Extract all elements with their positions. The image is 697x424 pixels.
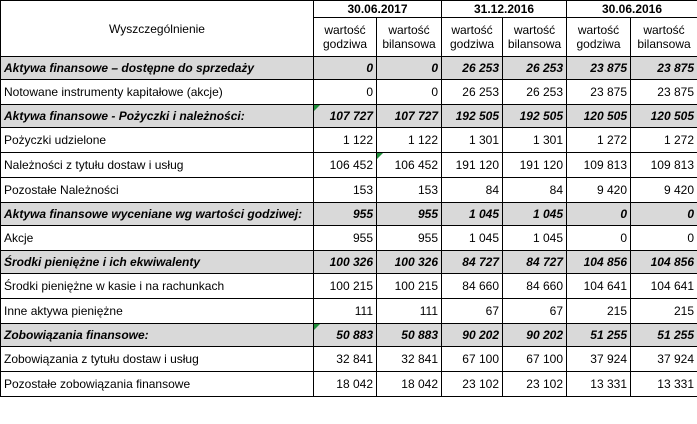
value-cell: 51 255 [567,324,631,347]
value-cell: 0 [377,57,442,80]
value-cell: 153 [314,178,377,203]
value-cell: 111 [314,299,377,324]
value-cell: 0 [314,57,377,80]
value-cell: 50 883 [314,324,377,347]
value-cell: 1 272 [567,128,631,153]
value-cell: 0 [631,203,697,226]
value-cell: 104 641 [567,274,631,299]
header-date-2: 31.12.2016 [442,1,567,18]
value-cell: 26 253 [503,80,567,105]
row-label: Notowane instrumenty kapitałowe (akcje) [1,80,314,105]
value-cell: 100 326 [377,251,442,274]
value-cell: 955 [377,203,442,226]
header-date-3: 30.06.2016 [567,1,697,18]
value-cell: 192 505 [442,105,503,128]
value-cell: 107 727 [314,105,377,128]
header-fair-value: wartość godziwa [567,18,631,57]
value-cell: 120 505 [567,105,631,128]
table-row [1,347,697,372]
value-cell: 215 [567,299,631,324]
value-cell: 67 100 [442,347,503,372]
row-label: Zobowiązania z tytułu dostaw i usług [1,347,314,372]
section-row [1,251,697,274]
value-cell: 18 042 [377,372,442,397]
row-label: Środki pieniężne w kasie i na rachunkach [1,274,314,299]
value-cell: 1 272 [631,128,697,153]
row-label: Pozostałe zobowiązania finansowe [1,372,314,397]
section-row [1,203,697,226]
header-book-value: wartość bilansowa [503,18,567,57]
header-date-1: 30.06.2017 [314,1,442,18]
table-row [1,178,697,203]
value-cell: 23 102 [442,372,503,397]
value-cell: 26 253 [442,57,503,80]
value-cell: 26 253 [503,57,567,80]
value-cell: 0 [567,203,631,226]
value-cell: 84 [503,178,567,203]
table-row [1,80,697,105]
value-cell: 120 505 [631,105,697,128]
row-label: Inne aktywa pieniężne [1,299,314,324]
value-cell: 67 [442,299,503,324]
value-cell: 51 255 [631,324,697,347]
table-row [1,128,697,153]
value-cell: 1 301 [503,128,567,153]
value-cell: 955 [314,203,377,226]
value-cell: 0 [567,226,631,251]
row-label: Akcje [1,226,314,251]
value-cell: 1 301 [442,128,503,153]
value-cell: 23 102 [503,372,567,397]
value-cell: 191 120 [442,153,503,178]
value-cell: 84 660 [442,274,503,299]
value-cell: 104 856 [567,251,631,274]
table-row [1,274,697,299]
value-cell: 100 326 [314,251,377,274]
value-cell: 84 660 [503,274,567,299]
value-cell: 100 215 [377,274,442,299]
value-cell: 1 122 [314,128,377,153]
value-cell: 109 813 [631,153,697,178]
value-cell: 23 875 [631,57,697,80]
value-cell: 90 202 [442,324,503,347]
value-cell: 9 420 [631,178,697,203]
value-cell: 111 [377,299,442,324]
value-cell: 0 [377,80,442,105]
value-cell: 23 875 [567,80,631,105]
value-cell: 84 727 [503,251,567,274]
header-fair-value: wartość godziwa [442,18,503,57]
value-cell: 84 [442,178,503,203]
value-cell: 26 253 [442,80,503,105]
value-cell: 106 452 [377,153,442,178]
table-row [1,226,697,251]
value-cell: 18 042 [314,372,377,397]
value-cell: 1 122 [377,128,442,153]
header-description: Wyszczególnienie [1,1,314,57]
value-cell: 90 202 [503,324,567,347]
value-cell: 84 727 [442,251,503,274]
value-cell: 107 727 [377,105,442,128]
value-cell: 215 [631,299,697,324]
value-cell: 9 420 [567,178,631,203]
value-cell: 1 045 [503,226,567,251]
header-book-value: wartość bilansowa [631,18,697,57]
value-cell: 104 641 [631,274,697,299]
value-cell: 191 120 [503,153,567,178]
value-cell: 67 [503,299,567,324]
section-row [1,57,697,80]
value-cell: 109 813 [567,153,631,178]
value-cell: 1 045 [442,226,503,251]
row-label: Aktywa finansowe – dostępne do sprzedaży [1,57,314,80]
value-cell: 104 856 [631,251,697,274]
value-cell: 0 [631,226,697,251]
value-cell: 192 505 [503,105,567,128]
table-row [1,299,697,324]
value-cell: 1 045 [503,203,567,226]
row-label: Pozostałe Należności [1,178,314,203]
header-fair-value: wartość godziwa [314,18,377,57]
row-label: Aktywa finansowe wyceniane wg wartości godziwej: [1,203,314,226]
table-row [1,153,697,178]
value-cell: 32 841 [314,347,377,372]
row-label: Aktywa finansowe - Pożyczki i należności: [1,105,314,128]
value-cell: 37 924 [631,347,697,372]
value-cell: 13 331 [567,372,631,397]
row-label: Zobowiązania finansowe: [1,324,314,347]
value-cell: 50 883 [377,324,442,347]
value-cell: 32 841 [377,347,442,372]
value-cell: 100 215 [314,274,377,299]
header-book-value: wartość bilansowa [377,18,442,57]
value-cell: 67 100 [503,347,567,372]
row-label: Należności z tytułu dostaw i usług [1,153,314,178]
row-label: Środki pieniężne i ich ekwiwalenty [1,251,314,274]
value-cell: 153 [377,178,442,203]
value-cell: 955 [377,226,442,251]
section-row [1,324,697,347]
table-body [1,57,697,397]
value-cell: 1 045 [442,203,503,226]
row-label: Pożyczki udzielone [1,128,314,153]
value-cell: 13 331 [631,372,697,397]
value-cell: 37 924 [567,347,631,372]
value-cell: 23 875 [567,57,631,80]
value-cell: 0 [314,80,377,105]
table-row [1,372,697,397]
value-cell: 23 875 [631,80,697,105]
section-row [1,105,697,128]
value-cell: 955 [314,226,377,251]
value-cell: 106 452 [314,153,377,178]
